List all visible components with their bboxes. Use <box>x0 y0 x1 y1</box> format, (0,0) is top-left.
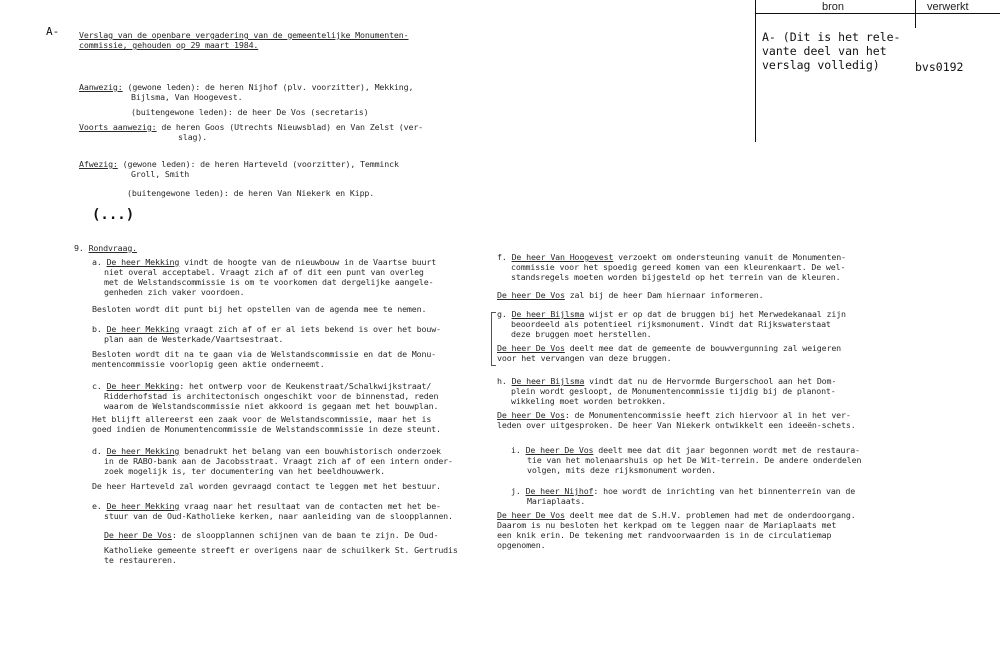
item-marker: b. <box>92 324 102 334</box>
item-marker: g. <box>497 309 507 319</box>
item-text-line: commissie voor het spoedig gereed komen van een kleurenkaart. De wel- <box>511 262 846 272</box>
item-text-line: waarom de Welstandscommissie niet akkoord is gegaan met het bouwplan. <box>104 401 439 411</box>
speaker-name: De heer Mekking <box>106 501 180 511</box>
item-text-line: standsregels moeten worden bijgesteld op het terrein van de kleuren. <box>511 272 841 282</box>
aanwezig-label: Aanwezig: <box>79 82 123 92</box>
afwezig-line-2: Groll, Smith <box>131 169 190 179</box>
source-table-divider <box>915 0 916 28</box>
item-b-besluit <box>92 349 436 369</box>
item-text-line: genheden zich vaker voordoen. <box>104 287 245 297</box>
item-e <box>92 501 441 511</box>
item-b <box>92 324 441 334</box>
item-b-continuation: plan aan de Westerkade/Vaartsestraat. <box>104 334 284 344</box>
buitengewone-leden: (buitengewone leden): de heer De Vos (secretaris) <box>131 107 369 117</box>
item-h-continuation <box>511 386 836 406</box>
item-a-besluit: Besloten wordt dit punt bij het opstellen van de agenda mee te nemen. <box>92 304 427 314</box>
rondvraag-number: 9. <box>74 243 84 253</box>
bron-note-line: verslag volledig) <box>762 58 880 72</box>
afwezig-label: Afwezig: <box>79 159 118 169</box>
besluit-line: Besloten wordt dit na te gaan via de Welstandscommissie en dat de Monu- <box>92 349 437 359</box>
item-f-reply <box>497 290 764 300</box>
item-text-line: in de RABO-bank aan de Jacobsstraat. Vraagt zich af of een intern onder- <box>104 456 453 466</box>
item-text-line: volgen, mits deze rijksmonument worden. <box>527 465 716 475</box>
item-marker: h. <box>497 376 507 386</box>
item-d <box>92 446 441 456</box>
item-d-besluit: De heer Harteveld zal worden gevraagd contact te leggen met het bestuur. <box>92 481 441 491</box>
voorts-line: de heren Goos (Utrechts Nieuwsblad) en Van Zelst (ver- <box>161 122 424 132</box>
item-text: : het ontwerp voor de Keukenstraat/Schalkwijkstraat/ <box>179 381 432 391</box>
column-header-verwerkt: verwerkt <box>927 1 969 13</box>
item-marker: j. <box>511 486 521 496</box>
speaker-name: De heer Bijlsma <box>511 309 585 319</box>
aanwezig-line: (gewone leden): de heren Nijhof (plv. voorzitter), Mekking, <box>127 82 414 92</box>
item-text-line: Katholieke gemeente streeft er overigens naar de schuilkerk St. Gertrudis <box>104 545 458 555</box>
item-e-reply-continuation <box>104 545 458 565</box>
item-text: zal bij de heer Dam hiernaar informeren. <box>564 290 764 300</box>
afwezig-block <box>79 159 399 169</box>
item-text-line: beoordeeld als potentieel rijksmonument. Vindt dat Rijkswaterstaat <box>511 319 831 329</box>
column-header-bron: bron <box>822 1 845 13</box>
item-text: benadrukt het belang van een bouwhistorisch onderzoek <box>179 446 441 456</box>
speaker-name: De heer De Vos <box>497 290 565 300</box>
item-f <box>497 252 846 262</box>
item-marker: i. <box>511 445 521 455</box>
item-text: vindt de hoogte van de nieuwbouw in de Vaartse buurt <box>179 257 437 267</box>
speaker-name: De heer De Vos <box>497 510 565 520</box>
rondvraag-label: Rondvraag. <box>88 243 138 253</box>
item-c-continuation <box>104 391 438 411</box>
item-j-reply-continuation <box>497 520 836 550</box>
speaker-name: De heer Mekking <box>106 381 180 391</box>
item-text: vindt dat nu de Hervormde Burgerschool aan het Dom- <box>584 376 837 386</box>
item-text: : hoe wordt de inrichting van het binnenterrein van de <box>593 486 856 496</box>
item-h-reply-continuation: leden over uitgesproken. De heer Van Niekerk ontwikkelt een ideeën-schets. <box>497 420 856 430</box>
item-h <box>497 376 836 386</box>
aanwezig-block <box>79 82 413 92</box>
afwezig-buitengewone: (buitengewone leden): de heren Van Niekerk en Kipp. <box>127 188 375 198</box>
item-marker: f. <box>497 252 507 262</box>
ellipsis-mark: (...) <box>92 207 135 223</box>
speaker-name: De heer De Vos <box>497 343 565 353</box>
item-text-line: deze bruggen moet herstellen. <box>511 329 652 339</box>
item-marker: e. <box>92 501 102 511</box>
item-g-continuation <box>511 319 831 339</box>
besluit-line: mentencommissie voorlopig geen aktie onderneemt. <box>92 359 325 369</box>
item-c <box>92 381 431 391</box>
item-text: : de sloopplannen schijnen van de baan te zijn. De Oud- <box>171 530 439 540</box>
item-text-line: met de Welstandscommissie is om te voorkomen dat dergelijke aangele- <box>104 277 434 287</box>
bron-note-line: vante deel van het <box>762 44 887 58</box>
rondvraag-heading <box>74 243 137 253</box>
voorts-aanwezig-block <box>79 122 423 132</box>
item-text-line: niet overal acceptabel. Vraagt zich af of dit een punt van overleg <box>104 267 424 277</box>
item-g-reply <box>497 343 841 353</box>
document-title <box>79 30 408 50</box>
speaker-name: De heer Nijhof <box>525 486 594 496</box>
speaker-name: De heer Bijlsma <box>511 376 585 386</box>
item-a <box>92 257 436 267</box>
item-marker: a. <box>92 257 102 267</box>
item-text: vraagt zich af of er al iets bekend is over het bouw- <box>179 324 441 334</box>
item-a-continuation <box>104 267 433 297</box>
speaker-name: De heer Van Hoogevest <box>511 252 614 262</box>
bron-note <box>762 30 900 72</box>
item-f-continuation <box>511 262 845 282</box>
aanwezig-line-2: Bijlsma, Van Hoogevest. <box>131 92 243 102</box>
item-i <box>511 445 860 455</box>
margin-bracket <box>491 312 496 366</box>
speaker-name: De heer Mekking <box>106 324 180 334</box>
speaker-name: De heer Mekking <box>106 257 180 267</box>
title-line: Verslag van de openbare vergadering van de gemeentelijke Monumenten- <box>79 30 409 40</box>
item-text: deelt mee dat de S.H.V. problemen had met de onderdoorgang. <box>564 510 856 520</box>
item-j-continuation: Mariaplaats. <box>527 496 586 506</box>
item-j-reply <box>497 510 856 520</box>
title-line: commissie, gehouden op 29 maart 1984. <box>79 40 259 50</box>
item-g-reply-continuation: voor het vervangen van deze bruggen. <box>497 353 672 363</box>
speaker-name: De heer Mekking <box>106 446 180 456</box>
item-g <box>497 309 846 319</box>
item-marker: c. <box>92 381 102 391</box>
item-text: verzoekt om ondersteuning vanuit de Monumenten- <box>613 252 846 262</box>
item-text: deelt mee dat de gemeente de bouwvergunning zal weigeren <box>564 343 842 353</box>
item-text: deelt mee dat dit jaar begonnen wordt met de restaura- <box>593 445 860 455</box>
item-i-continuation <box>527 455 861 475</box>
item-text-line: zoek mogelijk is, ter documentering van het beeldhouwwerk. <box>104 466 386 476</box>
item-text-line: te restaureren. <box>104 555 177 565</box>
voorts-label: Voorts aanwezig: <box>79 122 157 132</box>
item-e-reply <box>104 530 438 540</box>
item-j <box>511 486 855 496</box>
speaker-name: De heer De Vos <box>104 530 172 540</box>
corner-mark: A- <box>46 25 60 38</box>
source-table-header-line <box>755 13 1000 14</box>
item-text-line: Ridderhofstad is architectonisch ongeschikt voor de binnenstad, reden <box>104 391 439 401</box>
item-text-line: Daarom is nu besloten het kerkpad om te leggen naar de Mariaplaats met <box>497 520 837 530</box>
item-text-line: plein wordt gesloopt, de Monumentencommissie tijdig bij de planont- <box>511 386 836 396</box>
speaker-name: De heer De Vos <box>525 445 594 455</box>
item-e-continuation: stuur van de Oud-Katholieke kerken, naar aanleiding van de sloopplannen. <box>104 511 453 521</box>
bron-note-line: A- (Dit is het rele- <box>762 30 901 44</box>
item-d-continuation <box>104 456 453 476</box>
item-c-besluit <box>92 414 441 434</box>
item-text-line: een knik erin. De tekening met randvoorwaarden is in de circulatiemap <box>497 530 832 540</box>
item-text-line: wikkeling moet worden betrokken. <box>511 396 667 406</box>
besluit-line: goed indien de Monumentencommissie de Welstandscommissie in deze steunt. <box>92 424 441 434</box>
voorts-line-2: slag). <box>178 132 208 142</box>
item-text: : de Monumentencommissie heeft zich hiervoor al in het ver- <box>564 410 851 420</box>
besluit-line: Het blijft allereerst een zaak voor de Welstandscommissie, maar het is <box>92 414 432 424</box>
item-h-reply <box>497 410 851 420</box>
speaker-name: De heer De Vos <box>497 410 565 420</box>
item-marker: d. <box>92 446 102 456</box>
item-text: vraag naar het resultaat van de contacten met het be- <box>179 501 441 511</box>
item-text-line: opgenomen. <box>497 540 546 550</box>
afwezig-line: (gewone leden): de heren Harteveld (voorzitter), Temminck <box>122 159 399 169</box>
item-text-line: tie van het molenaarshuis op het De Wit-terrein. De andere onderdelen <box>527 455 862 465</box>
item-text: wijst er op dat de bruggen bij het Merwedekanaal zijn <box>584 309 846 319</box>
verwerkt-code: bvs0192 <box>915 60 964 74</box>
